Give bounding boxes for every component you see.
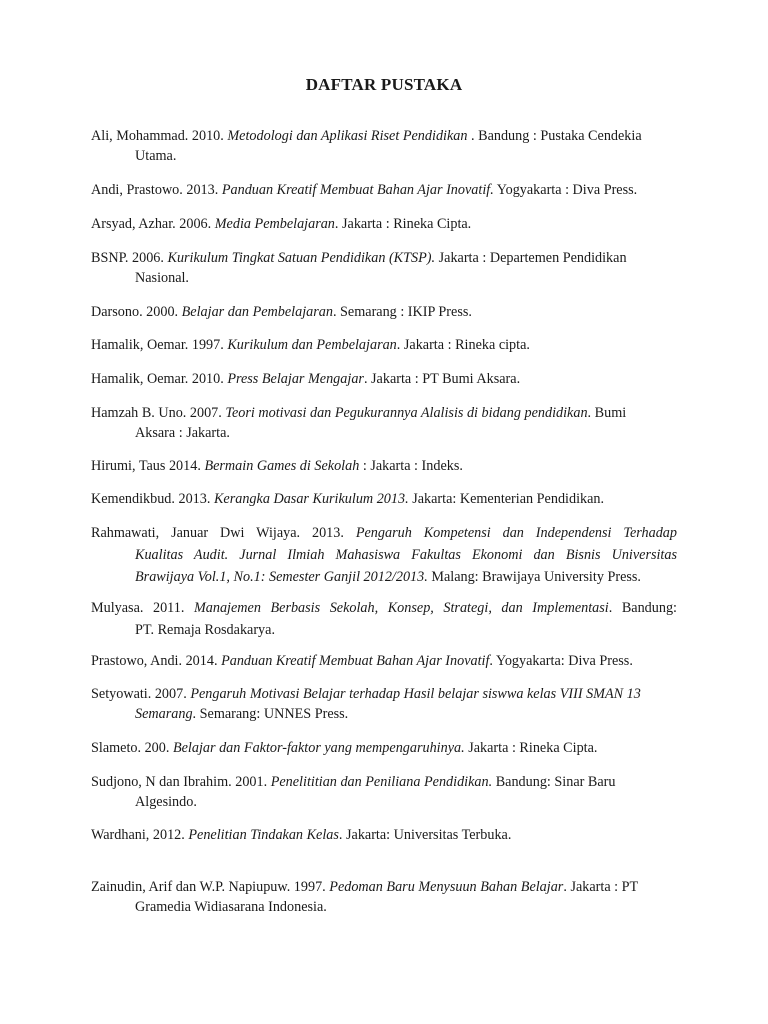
reference-line: Brawijaya Vol.1, No.1: Semester Ganjil 2012/2013. Malang: Brawijaya University Press. — [135, 569, 641, 585]
reference-line: Nasional. — [135, 270, 189, 286]
reference-entry — [91, 877, 677, 917]
reference-line: Utama. — [135, 148, 177, 164]
reference-entry — [91, 772, 677, 812]
reference-entry — [91, 489, 677, 509]
reference-line: Kualitas Audit. Jurnal Ilmiah Mahasiswa Fakultas Ekonomi dan Bisnis Universitas — [135, 547, 677, 563]
reference-line: Zainudin, Arif dan W.P. Napiupuw. 1997. Pedoman Baru Menysuun Bahan Belajar. Jakarta : PT — [91, 879, 639, 895]
reference-entry — [91, 335, 677, 355]
reference-line: Setyowati. 2007. Pengaruh Motivasi Belajar terhadap Hasil belajar siswwa kelas VIII SMAN 13 — [91, 686, 641, 702]
reference-line: Mulyasa. 2011. Manajemen Berbasis Sekolah, Konsep, Strategi, dan Implementasi. Bandung: — [91, 600, 678, 616]
reference-entry — [91, 597, 677, 641]
reference-line: Hamzah B. Uno. 2007. Teori motivasi dan Pegukurannya Alalisis di bidang pendidikan. Bumi — [91, 405, 627, 421]
reference-line: BSNP. 2006. Kurikulum Tingkat Satuan Pendidikan (KTSP). Jakarta : Departemen Pendidikan — [91, 250, 627, 266]
reference-line: Gramedia Widiasarana Indonesia. — [135, 899, 327, 915]
reference-line: Wardhani, 2012. Penelitian Tindakan Kelas. Jakarta: Universitas Terbuka. — [91, 827, 512, 843]
reference-line: Aksara : Jakarta. — [135, 425, 230, 441]
reference-line: Ali, Mohammad. 2010. Metodologi dan Aplikasi Riset Pendidikan . Bandung : Pustaka Cendekia — [91, 128, 642, 144]
reference-line: Hamalik, Oemar. 1997. Kurikulum dan Pembelajaran. Jakarta : Rineka cipta. — [91, 337, 530, 353]
reference-line: Kemendikbud. 2013. Kerangka Dasar Kurikulum 2013. Jakarta: Kementerian Pendidikan. — [91, 491, 605, 507]
reference-line: Algesindo. — [135, 794, 197, 810]
reference-line: Semarang. Semarang: UNNES Press. — [135, 706, 349, 722]
reference-line: Andi, Prastowo. 2013. Panduan Kreatif Membuat Bahan Ajar Inovatif. Yogyakarta : Diva Press. — [91, 182, 638, 198]
reference-entry — [91, 738, 677, 758]
reference-line: Hirumi, Taus 2014. Bermain Games di Sekolah : Jakarta : Indeks. — [91, 458, 463, 474]
reference-entry — [91, 403, 677, 443]
reference-entry — [91, 456, 677, 476]
reference-line: Prastowo, Andi. 2014. Panduan Kreatif Membuat Bahan Ajar Inovatif. Yogyakarta: Diva Press. — [91, 653, 633, 669]
reference-line: PT. Remaja Rosdakarya. — [135, 622, 275, 638]
reference-line: Arsyad, Azhar. 2006. Media Pembelajaran. Jakarta : Rineka Cipta. — [91, 216, 472, 232]
reference-entry — [91, 214, 677, 234]
reference-entry — [91, 248, 677, 288]
reference-entry — [91, 369, 677, 389]
reference-entry — [91, 180, 677, 200]
reference-entry — [91, 126, 677, 166]
reference-entry — [91, 825, 677, 845]
page-title: DAFTAR PUSTAKA — [305, 75, 463, 94]
reference-entry — [91, 522, 677, 588]
reference-entry — [91, 651, 677, 671]
reference-line: Darsono. 2000. Belajar dan Pembelajaran. Semarang : IKIP Press. — [91, 304, 472, 320]
reference-line: Hamalik, Oemar. 2010. Press Belajar Mengajar. Jakarta : PT Bumi Aksara. — [91, 371, 521, 387]
reference-entry — [91, 684, 677, 724]
reference-line: Sudjono, N dan Ibrahim. 2001. Penelititian dan Peniliana Pendidikan. Bandung: Sinar Baru — [91, 774, 616, 790]
reference-line: Slameto. 200. Belajar dan Faktor-faktor yang mempengaruhinya. Jakarta : Rineka Cipta. — [91, 740, 598, 756]
reference-line: Rahmawati, Januar Dwi Wijaya. 2013. Pengaruh Kompetensi dan Independensi Terhadap — [91, 525, 677, 541]
reference-entry — [91, 302, 677, 322]
